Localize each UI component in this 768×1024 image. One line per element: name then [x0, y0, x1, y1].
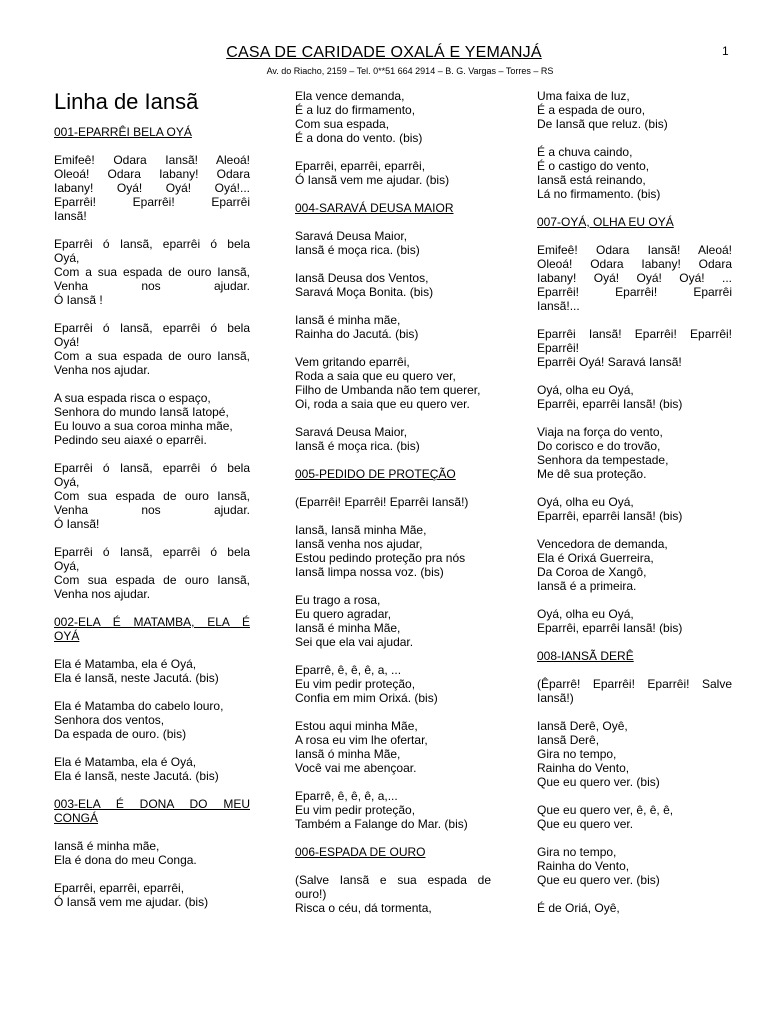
song-heading-008: 008-IANSÃ DERÊ: [537, 649, 634, 663]
verse-line: Iansã é moça rica. (bis): [295, 243, 420, 257]
verse-line: Com a sua espada de ouro Iansã,: [54, 349, 250, 363]
stanza: [54, 321, 250, 377]
verse-line: Rainha do Vento,: [537, 859, 630, 873]
stanza: [537, 495, 732, 523]
stanza: [295, 89, 491, 145]
verse-line: Eparrêi, eparrêi, eparrêi,: [295, 159, 426, 173]
verse-line: Estou aqui minha Mãe,: [295, 719, 418, 733]
verse-line: Emifeê! Odara Iansã! Aleoá!: [537, 243, 732, 257]
verse-line: Iansã Derê,: [537, 733, 600, 747]
verse-line: Iansã Deusa dos Ventos,: [295, 271, 429, 285]
verse-line: Eparrêi, eparrêi Iansã! (bis): [537, 509, 683, 523]
verse-line: Eparrêi! Eparrêi! Eparrêi: [537, 285, 732, 299]
verse-line: Gira no tempo,: [537, 845, 617, 859]
verse-line: Senhora do mundo Iansã Iatopé,: [54, 405, 229, 419]
page-number: 1: [722, 44, 729, 58]
stanza: [54, 839, 250, 867]
verse-line: Eparrêi ó Iansã, eparrêi ó bela: [54, 237, 250, 251]
verse-line: Oyá, olha eu Oyá,: [537, 383, 634, 397]
stanza: [295, 229, 491, 257]
song-heading-003: [54, 797, 250, 825]
verse-line: Ela é Orixá Guerreira,: [537, 551, 654, 565]
verse-line: É a chuva caindo,: [537, 145, 633, 159]
verse-line: Saravá Moça Bonita. (bis): [295, 285, 434, 299]
verse-line: Saravá Deusa Maior,: [295, 229, 408, 243]
verse-line: A sua espada risca o espaço,: [54, 391, 211, 405]
verse-line: Estou pedindo proteção pra nós: [295, 551, 466, 565]
verse-line: Eu quero agradar,: [295, 607, 392, 621]
verse-line: 002-ELA É MATAMBA, ELA É: [54, 615, 250, 629]
verse-line: 003-ELA É DONA DO MEU: [54, 797, 250, 811]
stanza: [537, 845, 732, 887]
verse-line: Oyá, olha eu Oyá,: [537, 607, 634, 621]
verse-line: Também a Falange do Mar. (bis): [295, 817, 468, 831]
verse-line: Ela é Iansã, neste Jacutá. (bis): [54, 769, 219, 783]
verse-line: Oi, roda a saia que eu quero ver.: [295, 397, 470, 411]
verse-line: Iansã é a primeira.: [537, 579, 637, 593]
column-3: [537, 89, 732, 929]
organization-title: CASA DE CARIDADE OXALÁ E YEMANJÁ: [226, 44, 542, 61]
verse-line: Da Coroa de Xangô,: [537, 565, 647, 579]
verse-line: Iansã está reinando,: [537, 173, 646, 187]
stanza: [54, 545, 250, 601]
verse-line: Eparrêi Oyá! Saravá Iansã!: [537, 355, 682, 369]
verse-line: Ela é Matamba do cabelo louro,: [54, 699, 224, 713]
verse-line: Pedindo seu aiaxé o eparrêi.: [54, 433, 207, 447]
stanza: [54, 657, 250, 685]
verse-line: Iansã!): [537, 691, 574, 705]
stanza: [295, 789, 491, 831]
stanza: [537, 607, 732, 635]
verse-line: Filho de Umbanda não tem querer,: [295, 383, 481, 397]
verse-line: Rainha do Jacutá. (bis): [295, 327, 419, 341]
verse-line: Confia em mim Orixá. (bis): [295, 691, 438, 705]
verse-line: Você vai me abençoar.: [295, 761, 417, 775]
verse-line: Saravá Deusa Maior,: [295, 425, 408, 439]
verse-line: Oyá,: [54, 475, 80, 489]
verse-line: Ela é Iansã, neste Jacutá. (bis): [54, 671, 219, 685]
stanza: [295, 355, 491, 411]
verse-line: Venha nos ajudar.: [54, 503, 250, 517]
verse-line: Ela é Matamba, ela é Oyá,: [54, 657, 197, 671]
stanza: [537, 425, 732, 481]
document-title: Linha de Iansã: [54, 89, 199, 114]
verse-line: Eparrêi ó Iansã, eparrêi ó bela: [54, 461, 250, 475]
stanza: [54, 153, 250, 223]
verse-line: Ó Iansã !: [54, 293, 103, 307]
verse-line: Oyá, olha eu Oyá,: [537, 495, 634, 509]
verse-line: Eparrêi ó Iansã, eparrêi ó bela: [54, 321, 250, 335]
verse-line: Gira no tempo,: [537, 747, 617, 761]
verse-line: É de Oriá, Oyê,: [537, 901, 620, 915]
verse-line: Ela é dona do meu Conga.: [54, 853, 197, 867]
stanza: [537, 537, 732, 593]
verse-line: Que eu quero ver.: [537, 817, 634, 831]
verse-line: Iansã venha nos ajudar,: [295, 537, 423, 551]
verse-line: Eu trago a rosa,: [295, 593, 381, 607]
stanza: [537, 719, 732, 789]
verse-line: Eu vim pedir proteção,: [295, 677, 416, 691]
stanza: [537, 327, 732, 369]
verse-line: Sei que ela vai ajudar.: [295, 635, 414, 649]
stanza: [295, 523, 491, 579]
verse-line: Eparrêi, eparrêi Iansã! (bis): [537, 621, 683, 635]
verse-line: Eparrê, ê, ê, ê, a, ...: [295, 663, 402, 677]
verse-line: Venha nos ajudar.: [54, 279, 250, 293]
stanza: [295, 593, 491, 649]
verse-line: Iansã é minha mãe,: [54, 839, 160, 853]
verse-line: Viaja na força do vento,: [537, 425, 663, 439]
verse-line: OYÁ: [54, 629, 80, 643]
verse-line: É a espada de ouro,: [537, 103, 646, 117]
verse-line: ouro!): [295, 887, 327, 901]
verse-line: Iansã limpa nossa voz. (bis): [295, 565, 444, 579]
verse-line: Com sua espada de ouro Iansã,: [54, 573, 250, 587]
song-heading-002: [54, 615, 250, 643]
stanza: [537, 243, 732, 313]
stanza: [537, 803, 732, 831]
verse-line: Oyá!: [54, 335, 80, 349]
verse-line: Roda a saia que eu quero ver,: [295, 369, 456, 383]
verse-line: Uma faixa de luz,: [537, 89, 630, 103]
verse-line: Iansã é minha mãe,: [295, 313, 401, 327]
verse-line: Senhora dos ventos,: [54, 713, 165, 727]
stanza: [537, 383, 732, 411]
verse-line: A rosa eu vim lhe ofertar,: [295, 733, 428, 747]
stanza: [295, 313, 491, 341]
verse-line: Eparrêi, eparrêi, eparrêi,: [54, 881, 185, 895]
verse-line: É a dona do vento. (bis): [295, 131, 423, 145]
stanza: [537, 901, 732, 915]
verse-line: Venha nos ajudar.: [54, 363, 151, 377]
stanza: [537, 677, 732, 705]
verse-line: Iansã!...: [537, 299, 580, 313]
verse-line: Do corisco e do trovão,: [537, 439, 661, 453]
verse-line: Eparrêi, eparrêi Iansã! (bis): [537, 397, 683, 411]
verse-line: Com a sua espada de ouro Iansã,: [54, 265, 250, 279]
verse-line: Eparrê, ê, ê, ê, a,...: [295, 789, 398, 803]
verse-line: Oyá,: [54, 251, 80, 265]
verse-line: Com sua espada,: [295, 117, 390, 131]
verse-line: Oleoá! Odara Iabany! Odara: [537, 257, 732, 271]
verse-line: Oleoá! Odara Iabany! Odara: [54, 167, 250, 181]
verse-line: Ela é Matamba, ela é Oyá,: [54, 755, 197, 769]
verse-line: Ó Iansã vem me ajudar. (bis): [54, 895, 209, 909]
column-1: [54, 89, 250, 923]
verse-line: Ó Iansã vem me ajudar. (bis): [295, 173, 450, 187]
song-heading-007: 007-OYÁ, OLHA EU OYÁ: [537, 215, 674, 229]
verse-line: Que eu quero ver. (bis): [537, 775, 660, 789]
verse-line: Oyá,: [54, 559, 80, 573]
verse-line: Eparrêi ó Iansã, eparrêi ó bela: [54, 545, 250, 559]
verse-line: Vencedora de demanda,: [537, 537, 668, 551]
verse-line: Iansã é moça rica. (bis): [295, 439, 420, 453]
stanza: [54, 881, 250, 909]
stanza: [295, 271, 491, 299]
verse-line: CONGÁ: [54, 811, 99, 825]
stanza: [54, 461, 250, 531]
stanza: [295, 873, 491, 915]
stanza: [54, 755, 250, 783]
verse-line: Eu vim pedir proteção,: [295, 803, 416, 817]
organization-address: Av. do Riacho, 2159 – Tel. 0**51 664 2914 – B. G. Vargas – Torres – RS: [266, 66, 554, 76]
verse-line: Iansã é minha Mãe,: [295, 621, 401, 635]
verse-line: É o castigo do vento,: [537, 159, 650, 173]
stanza: [54, 699, 250, 741]
verse-line: (Eparrêi! Eparrêi! Eparrêi Iansã!): [295, 495, 469, 509]
stanza: [54, 237, 250, 307]
stanza: [295, 663, 491, 705]
stanza: [295, 159, 491, 187]
verse-line: Da espada de ouro. (bis): [54, 727, 187, 741]
verse-line: Que eu quero ver, ê, ê, ê,: [537, 803, 674, 817]
verse-line: Eparrêi!: [537, 341, 580, 355]
verse-line: Iansã, Iansã minha Mãe,: [295, 523, 427, 537]
stanza: [54, 391, 250, 447]
verse-line: Rainha do Vento,: [537, 761, 630, 775]
verse-line: Iansã!: [54, 209, 87, 223]
song-heading-001: 001-EPARRÊI BELA OYÁ: [54, 125, 192, 139]
verse-line: Senhora da tempestade,: [537, 453, 669, 467]
verse-line: Emifeê! Odara Iansã! Aleoá!: [54, 153, 250, 167]
verse-line: Eparrêi! Eparrêi! Eparrêi: [54, 195, 250, 209]
verse-line: Ó Iansã!: [54, 517, 100, 531]
verse-line: Ela vence demanda,: [295, 89, 405, 103]
verse-line: Com sua espada de ouro Iansã,: [54, 489, 250, 503]
verse-line: Risca o céu, dá tormenta,: [295, 901, 432, 915]
stanza: [295, 425, 491, 453]
verse-line: (Êparrê! Eparrêi! Eparrêi! Salve: [537, 677, 732, 691]
verse-line: Iansã Derê, Oyê,: [537, 719, 628, 733]
verse-line: Iansã ó minha Mãe,: [295, 747, 401, 761]
song-heading-004: 004-SARAVÁ DEUSA MAIOR: [295, 201, 454, 215]
verse-line: Lá no firmamento. (bis): [537, 187, 661, 201]
column-2: [295, 89, 491, 929]
verse-line: De Iansã que reluz. (bis): [537, 117, 668, 131]
stanza: [537, 145, 732, 201]
verse-line: Vem gritando eparrêi,: [295, 355, 410, 369]
song-heading-005: 005-PEDIDO DE PROTEÇÃO: [295, 467, 456, 481]
verse-line: (Salve Iansã e sua espada de: [295, 873, 491, 887]
verse-line: Me dê sua proteção.: [537, 467, 647, 481]
stanza: [295, 719, 491, 775]
verse-line: Eparrêi Iansã! Eparrêi! Eparrêi!: [537, 327, 732, 341]
stanza: [537, 89, 732, 131]
verse-line: Iabany! Oyá! Oyá! Oyá!...: [54, 181, 250, 195]
verse-line: Venha nos ajudar.: [54, 587, 151, 601]
verse-line: Que eu quero ver. (bis): [537, 873, 660, 887]
verse-line: É a luz do firmamento,: [295, 103, 416, 117]
song-heading-006: 006-ESPADA DE OURO: [295, 845, 426, 859]
stanza: [295, 495, 491, 509]
verse-line: Iabany! Oyá! Oyá! Oyá! ...: [537, 271, 732, 285]
verse-line: Eu louvo a sua coroa minha mãe,: [54, 419, 233, 433]
